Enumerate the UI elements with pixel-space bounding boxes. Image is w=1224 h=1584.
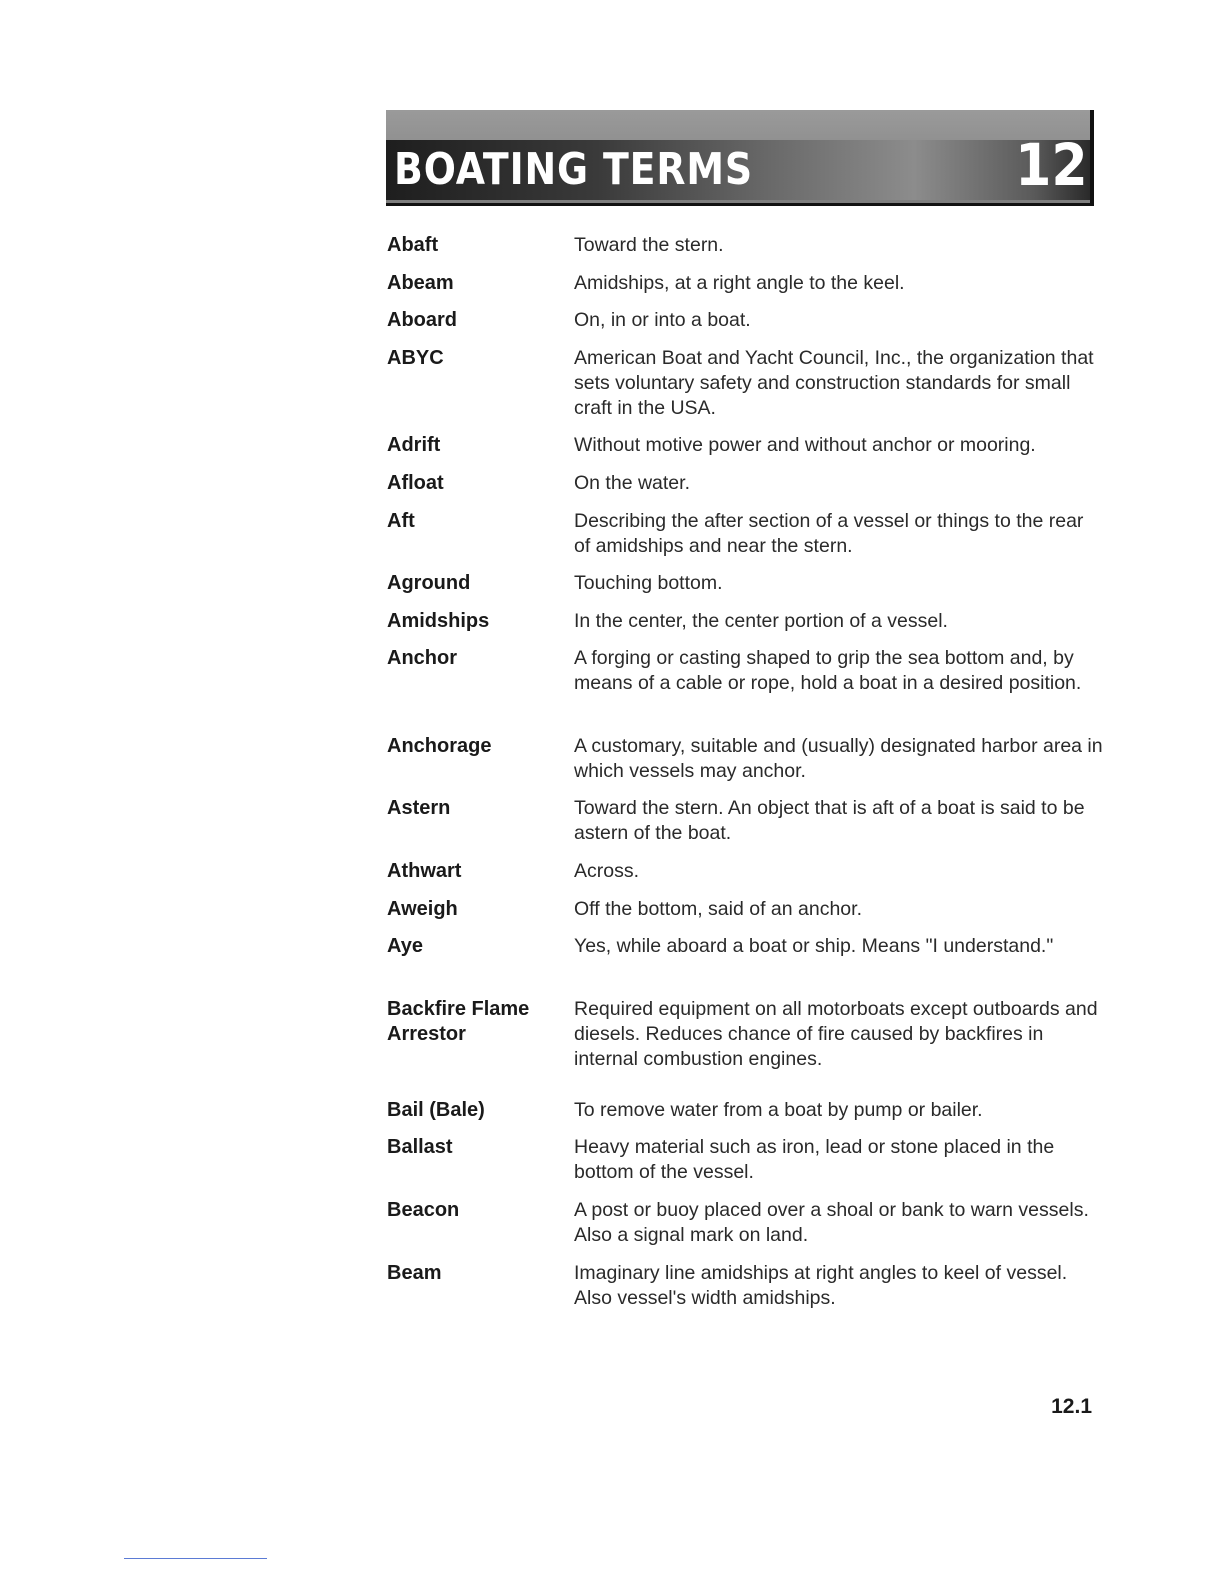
glossary-term: Aground xyxy=(387,572,471,594)
glossary-term: Abeam xyxy=(387,272,454,294)
glossary-term: Amidships xyxy=(387,610,490,632)
glossary-definition: In the center, the center portion of a vessel. xyxy=(574,610,948,632)
glossary-definition: American Boat and Yacht Council, Inc., the organization that sets voluntary safety and construction standards for small craft in the USA. xyxy=(574,347,1094,419)
chapter-number: 12 xyxy=(1015,131,1088,199)
glossary-definition: On the water. xyxy=(574,472,690,494)
glossary-definition: Yes, while aboard a boat or ship. Means "I understand." xyxy=(574,935,1054,957)
glossary-definition: Required equipment on all motorboats except outboards and diesels. Reduces chance of fire caused by backfires in internal combustion engines. xyxy=(574,998,1098,1070)
glossary-definition: Touching bottom. xyxy=(574,572,723,594)
glossary-term: Aye xyxy=(387,935,423,957)
glossary-term: Backfire Flame Arrestor xyxy=(387,998,530,1045)
glossary-term: Anchor xyxy=(387,647,457,669)
glossary-definition: A customary, suitable and (usually) designated harbor area in which vessels may anchor. xyxy=(574,735,1103,782)
page-number: 12.1 xyxy=(1051,1395,1092,1418)
footer-rule xyxy=(124,1558,267,1559)
glossary-definition: Heavy material such as iron, lead or stone placed in the bottom of the vessel. xyxy=(574,1136,1055,1183)
glossary-definition: On, in or into a boat. xyxy=(574,309,751,331)
glossary-term: Beam xyxy=(387,1262,442,1284)
glossary-definition: Off the bottom, said of an anchor. xyxy=(574,898,862,920)
glossary-definition: A forging or casting shaped to grip the sea bottom and, by means of a cable or rope, hold a boat in a desired position. xyxy=(574,647,1082,694)
glossary-definition: Across. xyxy=(574,860,640,882)
glossary-term: Astern xyxy=(387,797,451,819)
chapter-title: BOATING TERMS xyxy=(394,144,754,195)
glossary-term: Aboard xyxy=(387,309,457,331)
glossary-definition: Amidships, at a right angle to the keel. xyxy=(574,272,905,294)
glossary-term: Afloat xyxy=(387,472,444,494)
glossary-term: Athwart xyxy=(387,860,462,882)
glossary-definition: Toward the stern. xyxy=(574,234,724,256)
glossary-term: Abaft xyxy=(387,234,439,256)
glossary-term: Adrift xyxy=(387,434,441,456)
glossary-definition: Imaginary line amidships at right angles to keel of vessel. Also vessel's width amidships. xyxy=(574,1262,1068,1309)
glossary-term: Beacon xyxy=(387,1199,460,1221)
glossary-term: ABYC xyxy=(387,347,444,369)
glossary-definition: Without motive power and without anchor or mooring. xyxy=(574,434,1036,456)
glossary-definition: Describing the after section of a vessel or things to the rear of amidships and near the stern. xyxy=(574,510,1084,557)
glossary-term: Bail (Bale) xyxy=(387,1099,485,1121)
glossary-term: Ballast xyxy=(387,1136,453,1158)
glossary-definition: A post or buoy placed over a shoal or bank to warn vessels. Also a signal mark on land. xyxy=(574,1199,1089,1246)
glossary-definition: To remove water from a boat by pump or bailer. xyxy=(574,1099,983,1121)
glossary-term: Aft xyxy=(387,510,415,532)
header-baseline-rule xyxy=(386,203,1090,206)
glossary-term: Anchorage xyxy=(387,735,492,757)
glossary-definition: Toward the stern. An object that is aft of a boat is said to be astern of the boat. xyxy=(574,797,1085,844)
chapter-header-banner xyxy=(386,110,1094,206)
glossary-term: Aweigh xyxy=(387,898,458,920)
